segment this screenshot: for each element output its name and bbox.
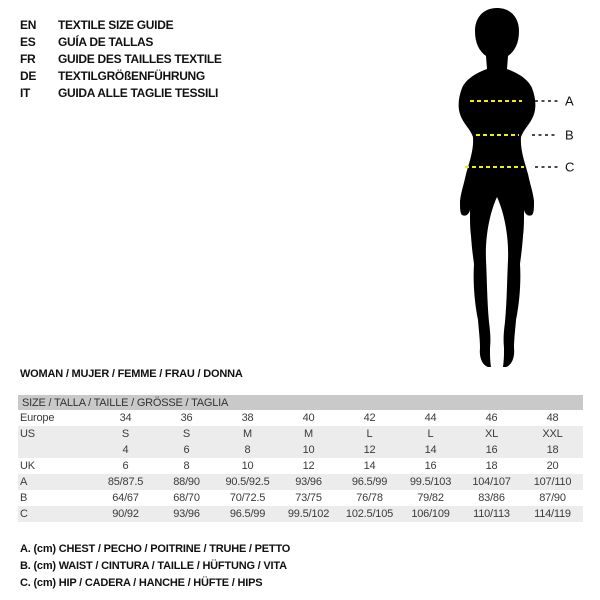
size-cell: S (156, 426, 217, 442)
language-title: TEXTILGRÖßENFÜHRUNG (58, 69, 205, 83)
size-cell: 104/107 (461, 474, 522, 490)
size-table-row (18, 410, 583, 426)
language-title: GUIDE DES TAILLES TEXTILE (58, 52, 222, 66)
size-table-row (18, 442, 583, 458)
size-cell: 90.5/92.5 (217, 474, 278, 490)
size-cell: L (339, 426, 400, 442)
size-cell: 34 (119, 412, 132, 424)
size-cell: 76/78 (356, 492, 383, 504)
language-title: TEXTILE SIZE GUIDE (58, 18, 174, 32)
size-cell: 85/87.5 (95, 474, 156, 490)
woman-silhouette-figure (420, 0, 600, 375)
size-cell: 4 (95, 442, 156, 458)
size-cell: 16 (424, 460, 437, 472)
size-cell: 14 (363, 460, 376, 472)
marker-label-a: A (565, 93, 574, 109)
size-cell: 64/67 (112, 492, 139, 504)
size-row-label: UK (20, 460, 35, 472)
legend-line: C. (cm) HIP / CADERA / HANCHE / HÜFTE / HIPS (20, 577, 263, 589)
size-cell: 10 (278, 442, 339, 458)
size-cell: 12 (339, 442, 400, 458)
size-cell: S (95, 426, 156, 442)
size-cell: 107/110 (522, 474, 583, 490)
measurement-legend (20, 541, 290, 592)
size-row-label: B (20, 492, 28, 504)
size-row-label (18, 442, 95, 458)
size-cell: XL (461, 426, 522, 442)
size-cell: 18 (485, 460, 498, 472)
size-cell: 44 (424, 412, 437, 424)
size-cell: 96.5/99 (217, 506, 278, 522)
language-row (20, 34, 222, 51)
size-cell: 38 (241, 412, 254, 424)
legend-line: B. (cm) WAIST / CINTURA / TAILLE / HÜFTUNG / VITA (20, 560, 287, 572)
size-table (18, 395, 583, 522)
size-cell: 99.5/102 (278, 506, 339, 522)
size-cell: 93/96 (278, 474, 339, 490)
size-cell: 8 (183, 460, 190, 472)
size-table-header-row (18, 395, 583, 410)
size-cell: 42 (363, 412, 376, 424)
size-cell: L (400, 426, 461, 442)
size-table-row (18, 458, 583, 474)
size-cell: 18 (522, 442, 583, 458)
language-row (20, 51, 222, 68)
woman-silhouette (459, 8, 536, 367)
size-cell: 73/75 (295, 492, 322, 504)
language-row (20, 17, 222, 34)
size-cell: 96.5/99 (339, 474, 400, 490)
size-table-row (18, 490, 583, 506)
language-code: IT (20, 86, 31, 100)
size-cell: 88/90 (156, 474, 217, 490)
size-cell: 106/109 (400, 506, 461, 522)
marker-label-c: C (565, 159, 575, 175)
size-cell: 46 (485, 412, 498, 424)
size-cell: 99.5/103 (400, 474, 461, 490)
size-cell: 114/119 (522, 506, 583, 522)
size-cell: 12 (302, 460, 315, 472)
gender-heading: WOMAN / MUJER / FEMME / FRAU / DONNA (20, 368, 243, 380)
size-cell: 36 (180, 412, 193, 424)
size-table-row (18, 426, 583, 442)
size-cell: 16 (461, 442, 522, 458)
size-cell: 79/82 (417, 492, 444, 504)
size-cell: XXL (522, 426, 583, 442)
size-cell: 40 (302, 412, 315, 424)
size-cell: 102.5/105 (339, 506, 400, 522)
size-cell: 10 (241, 460, 254, 472)
size-cell: 70/72.5 (229, 492, 266, 504)
language-row (20, 68, 222, 85)
size-cell: 87/90 (539, 492, 566, 504)
size-cell: 48 (546, 412, 559, 424)
size-cell: 14 (400, 442, 461, 458)
size-cell: 8 (217, 442, 278, 458)
language-code: EN (20, 18, 37, 32)
size-cell: 90/92 (95, 506, 156, 522)
size-cell: 6 (122, 460, 129, 472)
language-code: FR (20, 52, 36, 66)
size-row-label: C (18, 506, 95, 522)
size-cell: 83/86 (478, 492, 505, 504)
size-cell: 6 (156, 442, 217, 458)
marker-label-b: B (565, 127, 574, 143)
size-cell: M (217, 426, 278, 442)
language-row (20, 85, 222, 102)
language-title: GUIDA ALLE TAGLIE TESSILI (58, 86, 219, 100)
size-table-row (18, 474, 583, 490)
size-table-row (18, 506, 583, 522)
language-code: ES (20, 35, 36, 49)
size-cell: 20 (546, 460, 559, 472)
language-title: GUÍA DE TALLAS (58, 35, 154, 49)
size-row-label: Europe (20, 412, 55, 424)
legend-line: A. (cm) CHEST / PECHO / POITRINE / TRUHE / PETTO (20, 543, 291, 555)
size-table-header: SIZE / TALLA / TAILLE / GRÖSSE / TAGLIA (18, 395, 583, 410)
language-title-list (20, 17, 222, 102)
language-code: DE (20, 69, 37, 83)
size-cell: 110/113 (461, 506, 522, 522)
size-cell: M (278, 426, 339, 442)
size-cell: 93/96 (156, 506, 217, 522)
size-row-label: A (18, 474, 95, 490)
size-row-label: US (18, 426, 95, 442)
size-cell: 68/70 (173, 492, 200, 504)
